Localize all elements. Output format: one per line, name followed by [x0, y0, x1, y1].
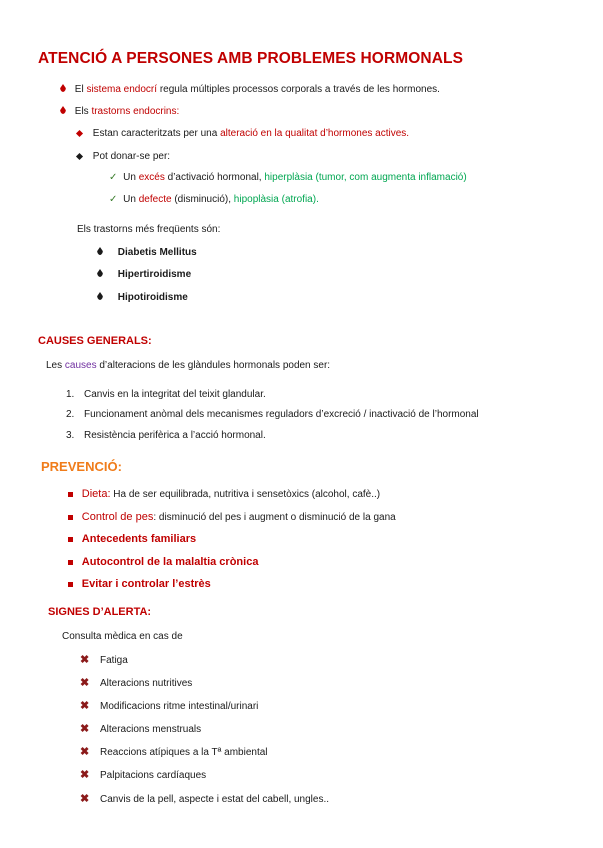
causes-text: Funcionament anòmal dels mecanismes reguladors d’excreció / inactivació de l’hormonal — [84, 409, 479, 420]
drop-icon — [60, 106, 66, 114]
check-item — [109, 172, 467, 184]
prevencio-highlight: Autocontrol de la malaltia crònica — [81, 556, 259, 568]
drop-icon — [97, 269, 103, 277]
square-bullet-icon — [68, 492, 73, 497]
prevencio-item — [68, 511, 396, 524]
causes-intro — [46, 360, 330, 372]
frequent-text: Hipotiroidisme — [117, 292, 188, 303]
list-number: 1. — [66, 389, 75, 400]
check-item — [109, 194, 319, 206]
causes-text: Canvis en la integritat del teixit glandular. — [84, 389, 266, 400]
square-bullet-icon — [68, 582, 73, 587]
checkmark-icon: ✓ — [109, 194, 118, 205]
intro-item — [60, 84, 440, 96]
square-bullet-icon — [68, 515, 73, 520]
square-bullet-icon — [68, 560, 73, 565]
frequent-item — [97, 247, 197, 259]
intro-highlight: sistema endocrí — [86, 84, 158, 95]
causes-intro-text: Les — [46, 360, 65, 371]
sub-item — [77, 151, 170, 163]
signes-text: Palpitacions cardíaques — [100, 770, 207, 781]
drop-icon — [97, 292, 103, 300]
prevencio-highlight: Control de pes — [81, 511, 154, 523]
prevencio-heading: PREVENCIÓ: — [41, 459, 122, 474]
prevencio-item — [68, 533, 196, 546]
intro-text: regula múltiples processos corporals a través de les hormones. — [157, 84, 440, 95]
cross-icon: ✖ — [80, 700, 90, 712]
list-number: 2. — [66, 409, 75, 420]
check-text: (tumor, com augmenta inflamació) — [312, 172, 467, 183]
intro-item — [60, 106, 179, 118]
checkmark-icon: ✓ — [109, 172, 118, 183]
intro-text: El — [74, 84, 87, 95]
sub-item — [77, 128, 409, 140]
signes-text: Alteracions nutritives — [100, 678, 193, 689]
check-highlight: defecte — [138, 194, 172, 205]
frequent-text: Hipertiroidisme — [117, 269, 192, 280]
check-highlight: excés — [138, 172, 165, 183]
prevencio-highlight: Evitar i controlar l’estrès — [81, 578, 211, 590]
diamond-icon — [76, 130, 83, 137]
check-highlight: hiperplàsia — [264, 172, 313, 183]
intro-highlight: trastorns endocrins: — [91, 106, 180, 117]
signes-text: Alteracions menstruals — [100, 724, 202, 735]
causes-heading: CAUSES GENERALS: — [38, 335, 152, 347]
prevencio-highlight: Dieta: — [81, 488, 111, 500]
prevencio-text: Ha de ser equilibrada, nutritiva i sensetòxics (alcohol, cafè..) — [110, 489, 381, 500]
signes-item — [80, 769, 206, 782]
sub-text: Estan caracteritzats per una — [92, 128, 221, 139]
signes-text: Modificacions ritme intestinal/urinari — [100, 701, 259, 712]
diamond-icon — [76, 153, 83, 160]
frequent-item — [97, 292, 188, 304]
drop-icon — [60, 84, 66, 92]
check-text: (disminució), — [171, 194, 234, 205]
frequent-item — [97, 269, 191, 281]
check-text: Un — [123, 172, 139, 183]
cross-icon: ✖ — [80, 746, 90, 758]
prevencio-highlight: Antecedents familiars — [81, 533, 197, 545]
cross-icon: ✖ — [80, 769, 90, 781]
signes-item — [80, 700, 258, 713]
cross-icon: ✖ — [80, 654, 90, 666]
sub-highlight: alteració en la qualitat d’hormones actives. — [220, 128, 410, 139]
causes-item — [66, 409, 479, 421]
check-text: (atrofia). — [278, 194, 319, 205]
prevencio-item — [68, 556, 258, 569]
signes-text: Reaccions atípiques a la Tª ambiental — [100, 747, 268, 758]
prevencio-item — [68, 488, 380, 501]
cross-icon: ✖ — [80, 723, 90, 735]
signes-text: Canvis de la pell, aspecte i estat del cabell, ungles.. — [100, 794, 330, 805]
drop-icon — [97, 247, 103, 255]
check-highlight: hipoplàsia — [233, 194, 279, 205]
list-number: 3. — [66, 430, 75, 441]
frequent-text: Diabetis Mellitus — [117, 247, 197, 258]
signes-item — [80, 654, 128, 667]
causes-text: Resistència perifèrica a l’acció hormonal. — [84, 430, 266, 441]
prevencio-text: : disminució del pes i augment o disminució de la gana — [153, 512, 396, 523]
signes-item — [80, 746, 268, 759]
page-title: ATENCIÓ A PERSONES AMB PROBLEMES HORMONALS — [38, 50, 464, 67]
signes-item — [80, 677, 192, 690]
signes-item — [80, 723, 201, 736]
check-text: d’activació hormonal, — [164, 172, 265, 183]
signes-item — [80, 793, 329, 806]
cross-icon: ✖ — [80, 793, 90, 805]
prevencio-item — [68, 578, 211, 591]
signes-text: Fatiga — [100, 655, 128, 666]
causes-intro-text: d’alteracions de les glàndules hormonals poden ser: — [96, 360, 331, 371]
sub-text: Pot donar-se per: — [92, 151, 171, 162]
causes-highlight: causes — [64, 360, 97, 371]
square-bullet-icon — [68, 537, 73, 542]
signes-heading: SIGNES D’ALERTA: — [48, 606, 152, 618]
signes-intro: Consulta mèdica en cas de — [62, 631, 183, 642]
cross-icon: ✖ — [80, 677, 90, 689]
frequent-intro: Els trastorns més freqüents són: — [77, 224, 221, 235]
intro-text: Els — [74, 106, 92, 117]
check-text: Un — [123, 194, 139, 205]
causes-item — [66, 389, 266, 401]
causes-item — [66, 430, 266, 442]
